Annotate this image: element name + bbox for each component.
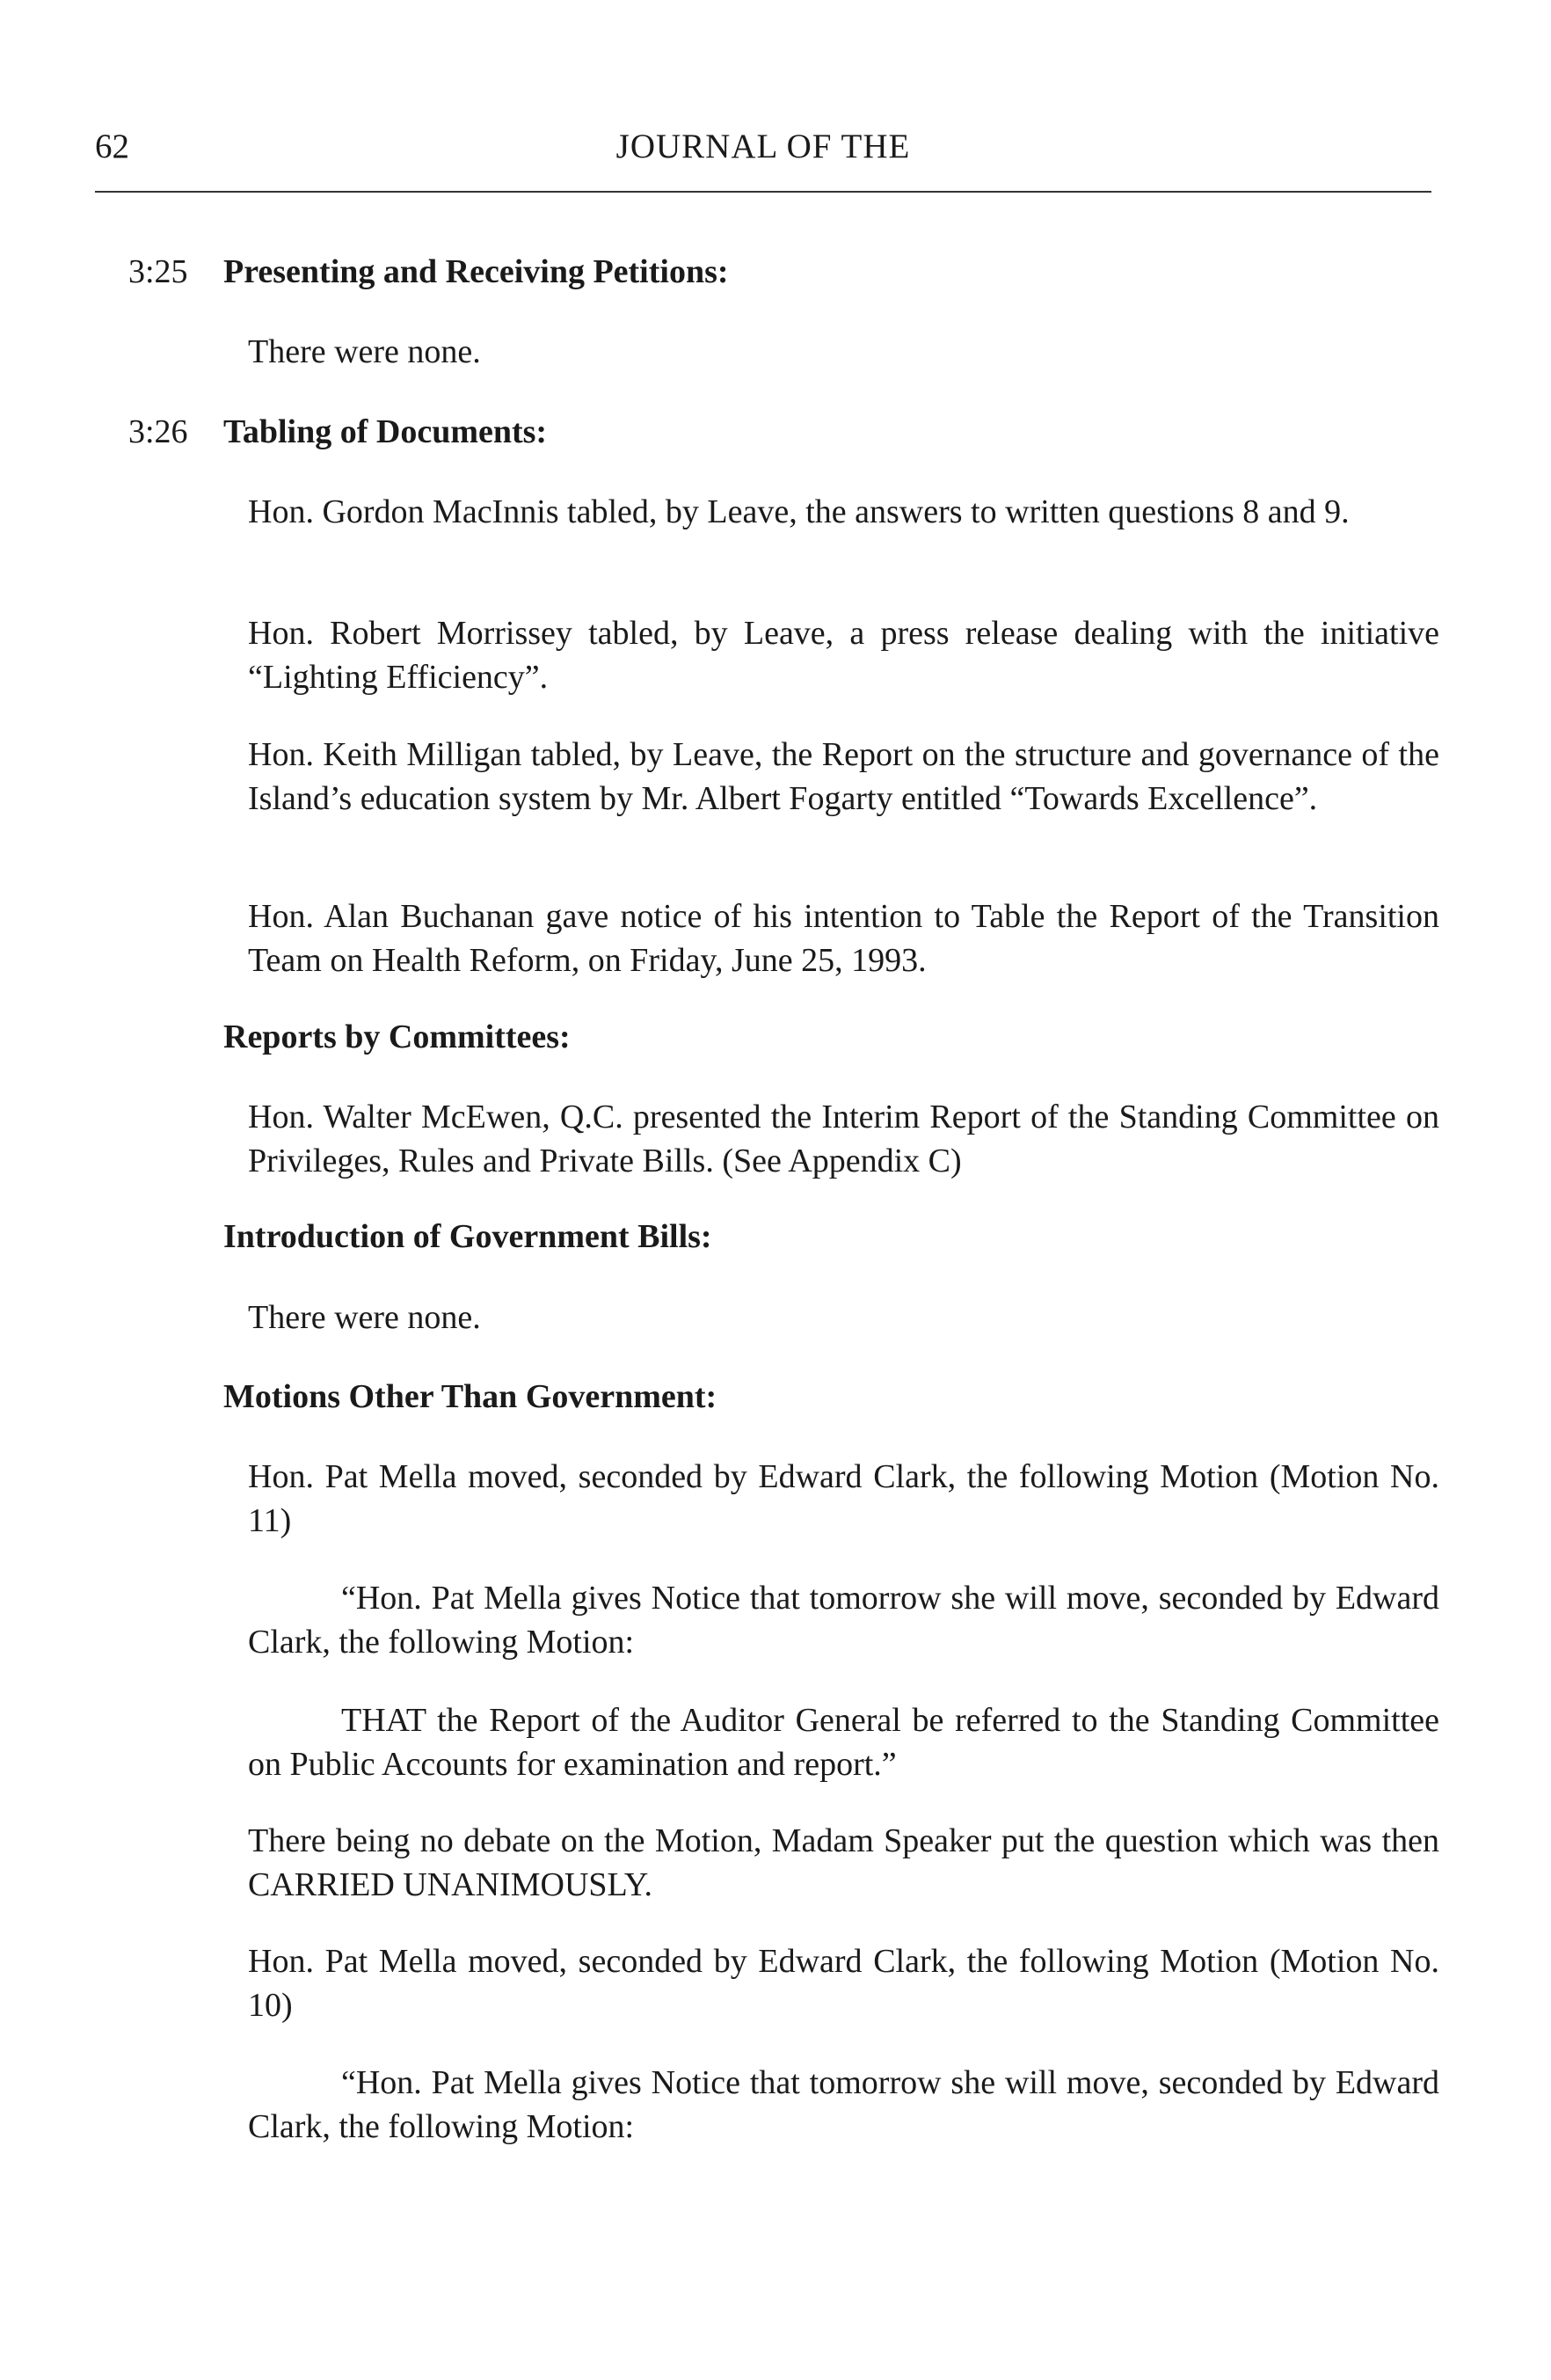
para-committees-mcewen: Hon. Walter McEwen, Q.C. presented the Interim Report of the Standing Committee on Privileges, Rules and Private Bills. (See Appendix C): [248, 1099, 1439, 1179]
heading-motions: Motions Other Than Government:: [223, 1378, 717, 1415]
para-tabling-buchanan: Hon. Alan Buchanan gave notice of his intention to Table the Report of the Transition Team on Health Reform, on Friday, June 25, 1993.: [248, 898, 1439, 979]
para-motion-10-moved: Hon. Pat Mella moved, seconded by Edward Clark, the following Motion (Motion No. 10): [248, 1943, 1439, 2024]
item-number-3-26: 3:26: [128, 413, 188, 450]
para-tabling-milligan: Hon. Keith Milligan tabled, by Leave, the Report on the structure and governance of the Island’s education system by Mr. Albert Fogarty entitled “Towards Excellence”.: [248, 736, 1439, 817]
para-motion-10-notice: “Hon. Pat Mella gives Notice that tomorrow she will move, seconded by Edward Clark, the following Motion:: [248, 2064, 1439, 2145]
para-gov-bills-none: There were none.: [248, 1299, 481, 1336]
para-motion-11-that: THAT the Report of the Auditor General be referred to the Standing Committee on Public Accounts for examination and report.”: [248, 1702, 1439, 1783]
para-motion-11-notice: “Hon. Pat Mella gives Notice that tomorrow she will move, seconded by Edward Clark, the following Motion:: [248, 1580, 1439, 1661]
page-header: [95, 125, 1431, 169]
para-motion-11-carried: There being no debate on the Motion, Madam Speaker put the question which was then CARRIED UNANIMOUSLY.: [248, 1822, 1439, 1903]
heading-tabling: Tabling of Documents:: [223, 413, 548, 450]
heading-committees: Reports by Committees:: [223, 1018, 571, 1055]
para-tabling-macinnis: Hon. Gordon MacInnis tabled, by Leave, the answers to written questions 8 and 9.: [248, 493, 1350, 530]
header-rule: [95, 191, 1431, 193]
para-tabling-morrissey: Hon. Robert Morrissey tabled, by Leave, a press release dealing with the initiative “Lighting Efficiency”.: [248, 615, 1439, 696]
running-title: JOURNAL OF THE: [615, 128, 911, 165]
page-number: 62: [95, 128, 129, 165]
heading-petitions: Presenting and Receiving Petitions:: [223, 253, 729, 290]
para-petitions-none: There were none.: [248, 333, 481, 370]
heading-gov-bills: Introduction of Government Bills:: [223, 1218, 712, 1255]
item-number-3-25: 3:25: [128, 253, 188, 290]
para-motion-11-moved: Hon. Pat Mella moved, seconded by Edward Clark, the following Motion (Motion No. 11): [248, 1458, 1439, 1539]
